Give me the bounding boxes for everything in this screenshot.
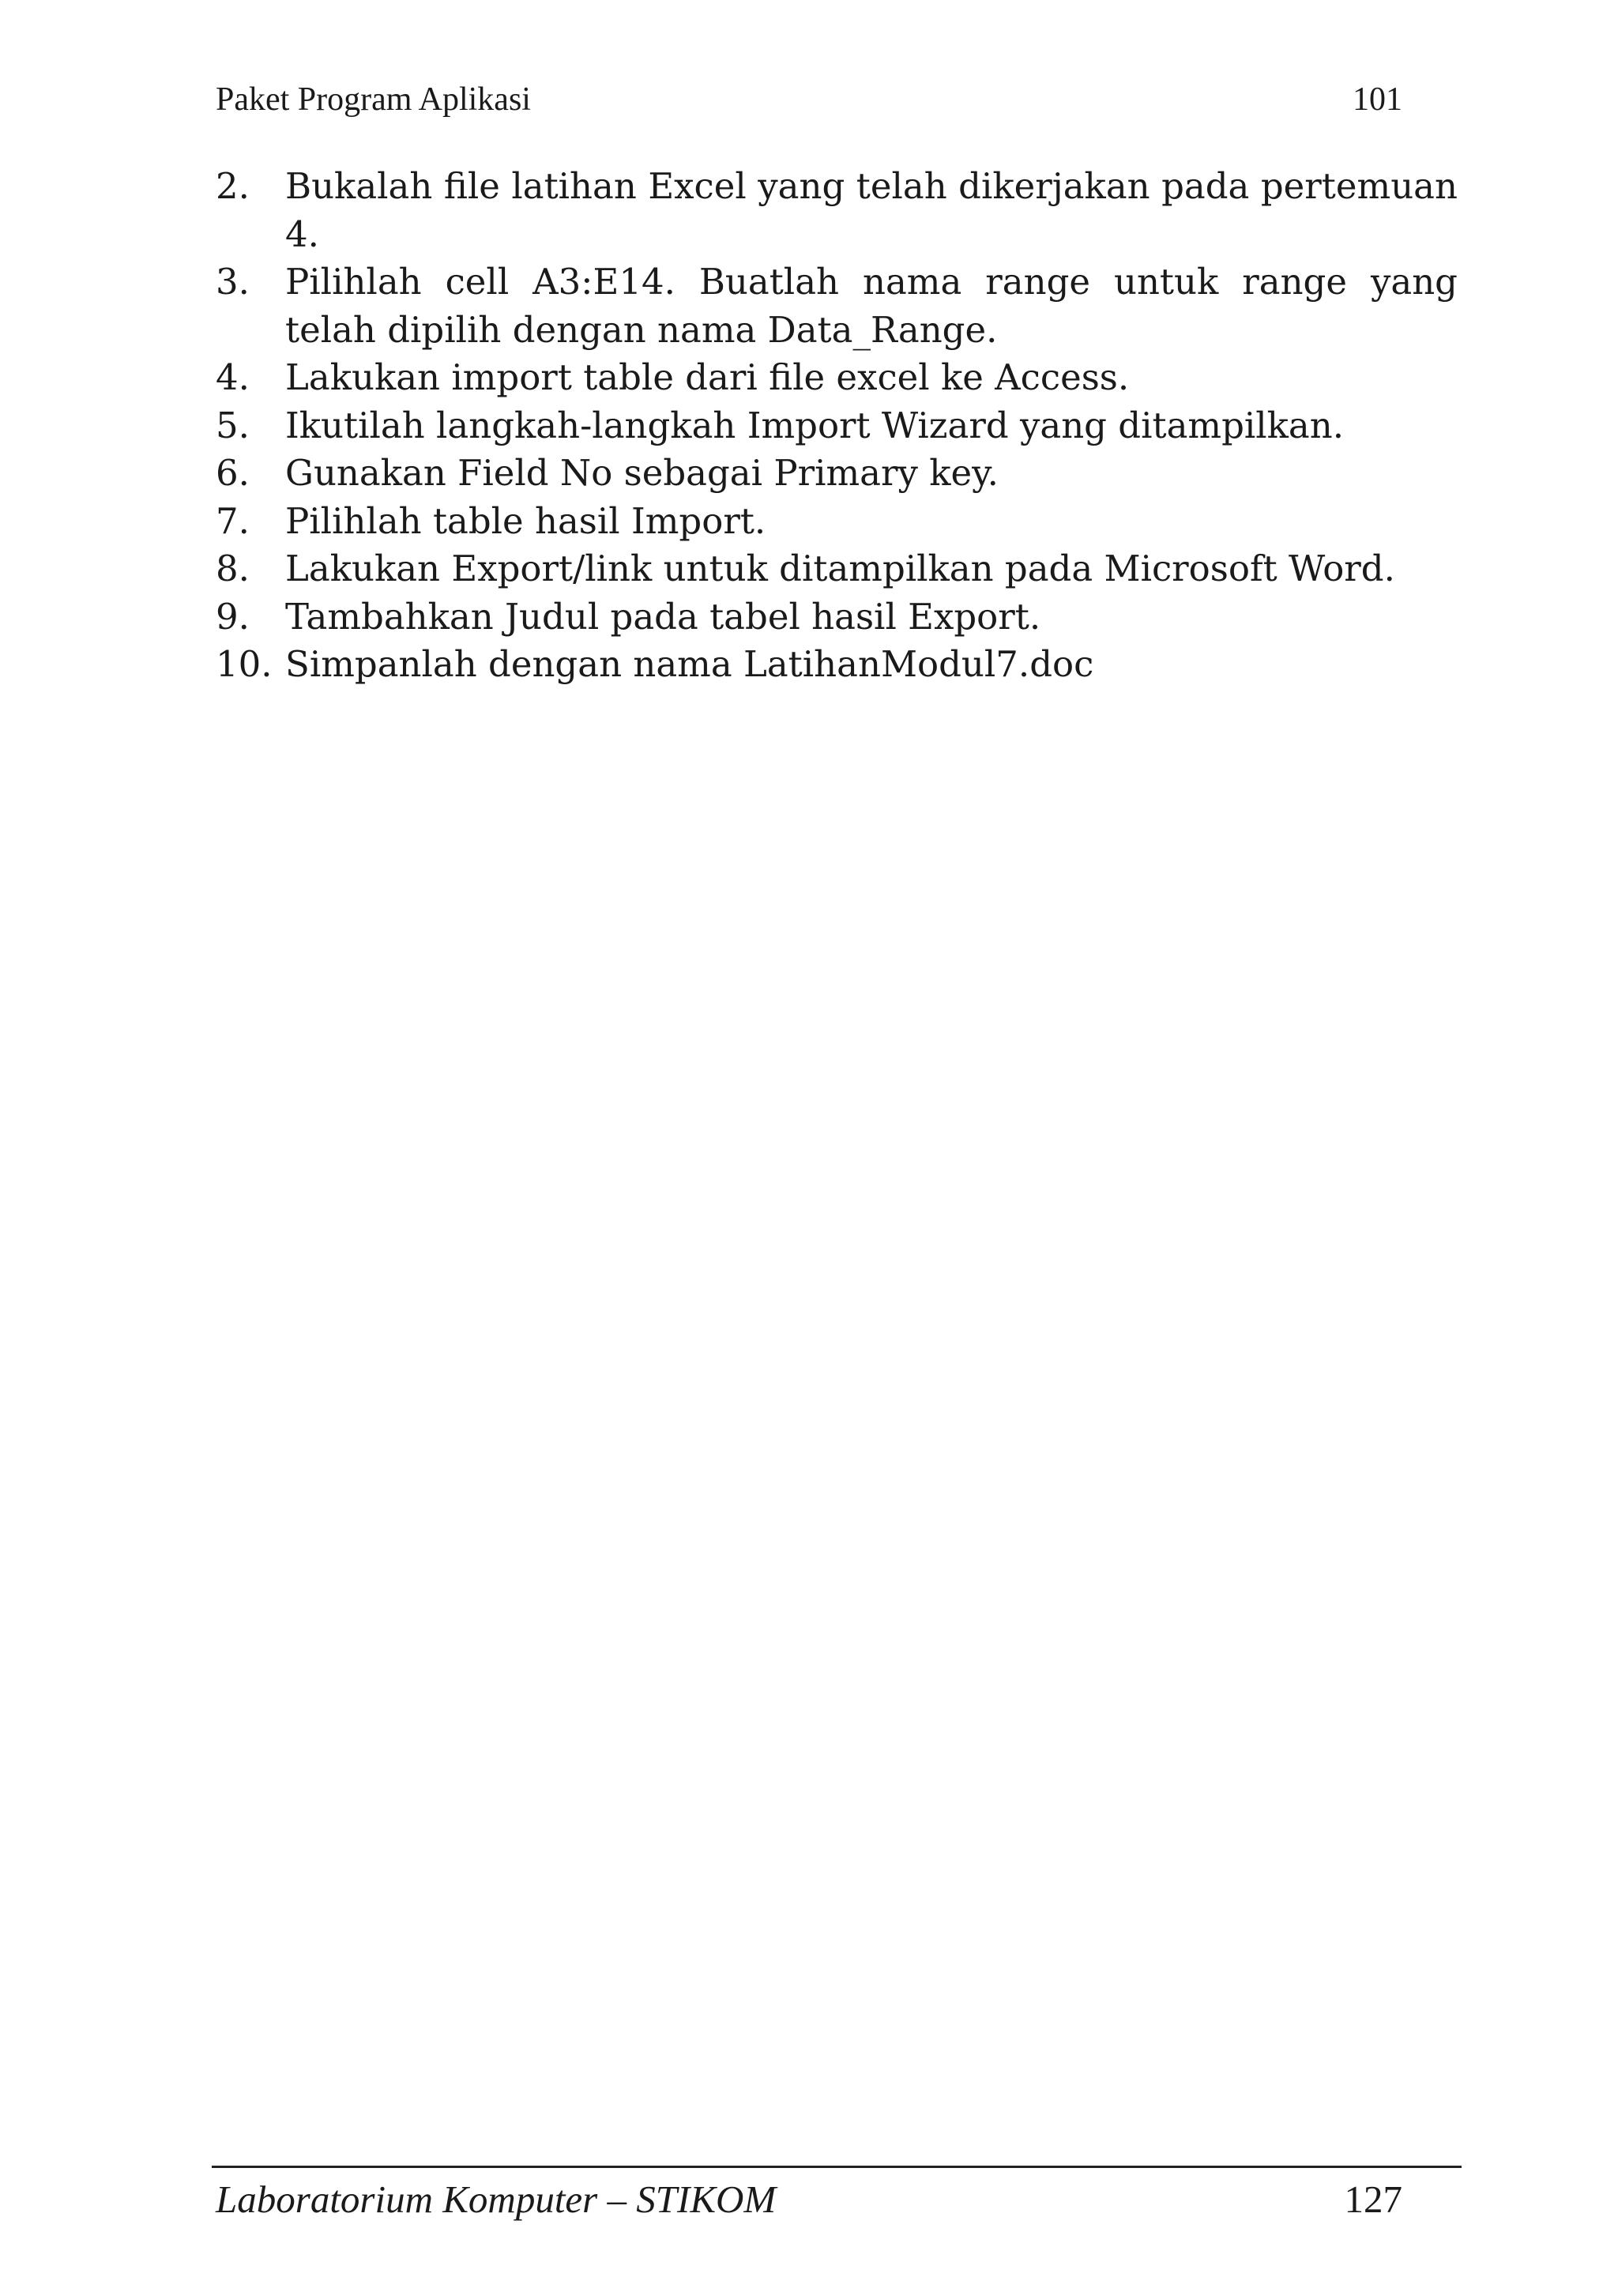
list-item-text: Pilihlah table hasil Import. bbox=[285, 499, 766, 542]
list-item-number: 10. bbox=[216, 643, 273, 685]
footer-divider bbox=[212, 2166, 1462, 2168]
list-item bbox=[216, 641, 1458, 689]
list-item-number: 4. bbox=[216, 356, 250, 398]
list-item-text: Gunakan Field No sebagai Primary key. bbox=[285, 452, 999, 494]
list-item-text: Ikutilah langkah-langkah Import Wizard yang ditampilkan. bbox=[285, 404, 1345, 446]
list-item bbox=[216, 545, 1458, 593]
list-item-number: 7. bbox=[216, 499, 250, 542]
list-item bbox=[216, 354, 1458, 402]
list-item-text: Lakukan Export/link untuk ditampilkan pada Microsoft Word. bbox=[285, 548, 1395, 589]
list-item-number: 2. bbox=[216, 165, 250, 207]
list-item-text: Lakukan import table dari file excel ke Access. bbox=[285, 356, 1130, 398]
list-item-number: 9. bbox=[216, 595, 250, 638]
list-item bbox=[216, 498, 1458, 546]
list-item bbox=[216, 450, 1458, 498]
list-item-number: 8. bbox=[216, 548, 250, 589]
list-item-text: Tambahkan Judul pada tabel hasil Export. bbox=[285, 595, 1041, 638]
header-title: Paket Program Aplikasi bbox=[216, 81, 531, 118]
header-page-number: 101 bbox=[1353, 81, 1402, 118]
running-footer bbox=[216, 2174, 1402, 2225]
running-header bbox=[216, 76, 1402, 123]
list-item bbox=[216, 593, 1458, 642]
footer-page-number: 127 bbox=[1344, 2177, 1402, 2221]
list-item bbox=[216, 258, 1458, 354]
list-item-text: Bukalah file latihan Excel yang telah dikerjakan pada pertemuan 4. bbox=[285, 165, 1458, 255]
list-item-number: 3. bbox=[216, 261, 250, 303]
list-item-number: 6. bbox=[216, 452, 250, 494]
list-item-text: Simpanlah dengan nama LatihanModul7.doc bbox=[285, 643, 1094, 685]
list-item bbox=[216, 163, 1458, 258]
list-item-number: 5. bbox=[216, 404, 250, 446]
list-item bbox=[216, 402, 1458, 450]
footer-label: Laboratorium Komputer – STIKOM bbox=[216, 2177, 777, 2221]
instruction-list bbox=[216, 163, 1458, 689]
list-item-text: Pilihlah cell A3:E14. Buatlah nama range untuk range yang telah dipilih dengan nama Data_Range. bbox=[285, 261, 1458, 351]
